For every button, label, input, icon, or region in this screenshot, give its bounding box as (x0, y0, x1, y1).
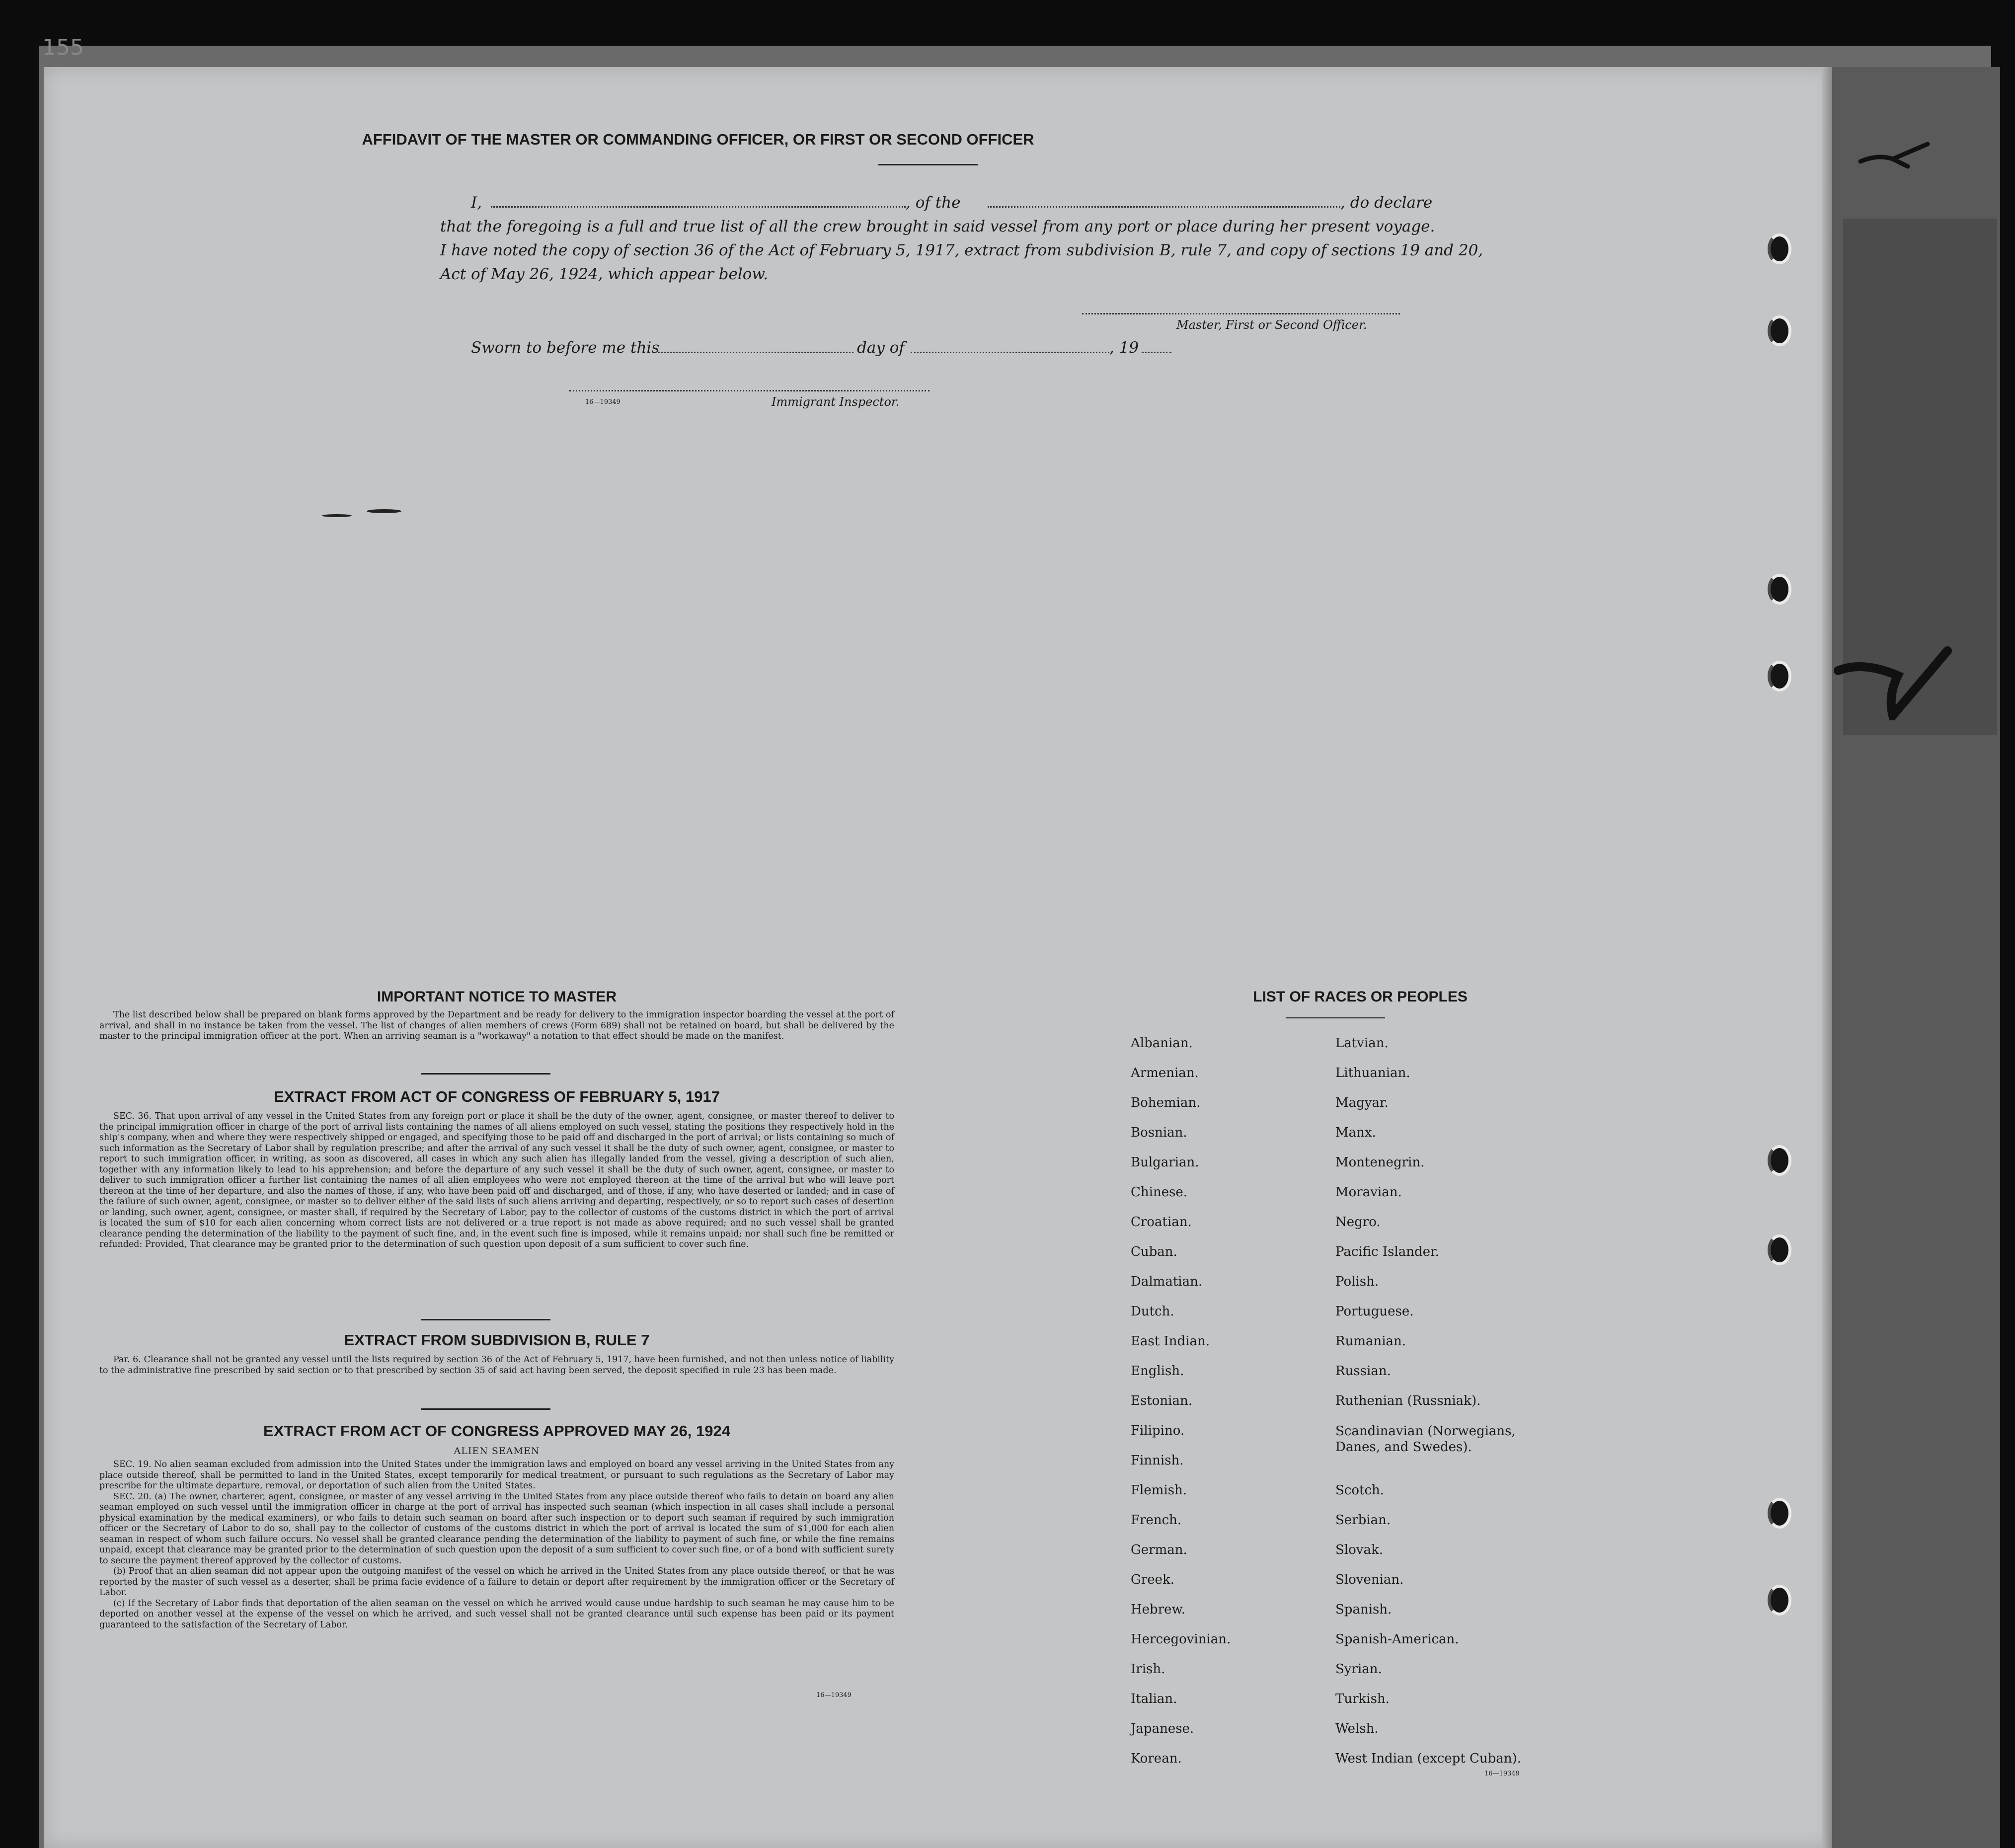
race-item: Spanish. (1335, 1602, 1392, 1617)
race-item: Cuban. (1131, 1244, 1177, 1259)
corner-mark: 155 (42, 35, 84, 60)
form-number-top: 16—19349 (585, 398, 620, 406)
race-item: Moravian. (1335, 1185, 1402, 1200)
binder-hole-icon (1768, 315, 1791, 346)
race-item: Welsh. (1335, 1721, 1379, 1736)
inspector-signature-line (569, 390, 930, 391)
affidavit-line-4: Act of May 26, 1924, which appear below. (440, 265, 769, 283)
day-of-label: day of (857, 339, 905, 357)
sworn-label: Sworn to before me this (471, 339, 660, 357)
race-item: Armenian. (1131, 1066, 1199, 1080)
sworn-year-blank (1142, 352, 1171, 353)
race-item: Flemish. (1131, 1483, 1187, 1498)
race-item: Scandinavian (Norwegians, Danes, and Swedes). (1335, 1424, 1516, 1455)
divider-rule (421, 1073, 550, 1075)
inspector-label: Immigrant Inspector. (772, 395, 900, 409)
ink-speck (367, 509, 401, 513)
divider-rule (421, 1319, 550, 1320)
subdivision-b-title: EXTRACT FROM SUBDIVISION B, RULE 7 (344, 1331, 650, 1349)
race-item: Negro. (1335, 1215, 1381, 1230)
race-item: Manx. (1335, 1125, 1376, 1140)
races-title-rule (1286, 1017, 1385, 1018)
affidavit-line-2: that the foregoing is a full and true list of all the crew brought in said vessel from any port or place during her present voyage. (440, 218, 1435, 235)
race-item: Rumanian. (1335, 1334, 1406, 1349)
extract-1924-text (99, 1460, 894, 1630)
master-signature-line (1082, 313, 1400, 314)
sec-20c-paragraph: (c) If the Secretary of Labor finds that deportation of the alien seaman on the vessel on which he arrived would cause undue hardship to such seaman he may cause him to be deported on another vessel at the expense of the vessel on which he arrived, and such vessel shall not be granted clearance until such expense has been paid or its payment guaranteed to the satisfaction of the Secretary of Labor. (99, 1598, 894, 1630)
race-item: Albanian. (1131, 1036, 1193, 1051)
form-number-bottom-left: 16—19349 (816, 1692, 852, 1699)
race-item: Slovak. (1335, 1542, 1383, 1557)
binder-hole-icon (1768, 1145, 1791, 1176)
title-rule (878, 164, 978, 165)
sec-20a-paragraph: SEC. 20. (a) The owner, charterer, agent, consignee, or master of any vessel arriving in the United States from any place outside thereof who fails to detain on board any alien seaman employed on such vessel until the immigration officer in charge at the port of arrival has inspected such seaman (which inspection in all cases shall include a personal physical examination by the medical examiners), or who fails to detain such seaman on board after such inspection or to deport such seaman if required by such immigration officer or the Secretary of Labor to do so, shall pay to the collector of customs of the customs district in which the port of arrival is located the sum of $1,000 for each alien seaman in respect of whom such failure occurs. No vessel shall be granted clearance pending the determination of the liability to payment of such fine, or while the fine remains unpaid, except that clearance may be granted prior to the determination of such question upon the deposit of a sum sufficient to cover such fine, or of a bond with sufficient surety to secure the payment thereof approved by the collector of customs. (99, 1491, 894, 1566)
race-item: Croatian. (1131, 1215, 1192, 1230)
sworn-month-blank (911, 352, 1109, 353)
race-item: Greek. (1131, 1572, 1174, 1587)
race-item: Estonian. (1131, 1393, 1192, 1408)
race-item: Bosnian. (1131, 1125, 1187, 1140)
race-item: Irish. (1131, 1662, 1165, 1677)
sworn-day-blank (655, 352, 853, 353)
sec-20b-paragraph: (b) Proof that an alien seaman did not appear upon the outgoing manifest of the vessel on which he arrived in the United States from any place outside thereof, or that he was reported by the master of such vessel as a deserter, shall be prima facie evidence of a failure to detain or deport after requirement by the immigration officer or the Secretary of Labor. (99, 1566, 894, 1598)
subdivision-b-text (99, 1355, 894, 1376)
race-item: Finnish. (1131, 1453, 1184, 1468)
race-item: Turkish. (1335, 1692, 1390, 1706)
race-item: Spanish-American. (1335, 1632, 1459, 1647)
race-item: West Indian (except Cuban). (1335, 1751, 1521, 1766)
race-item: Portuguese. (1335, 1304, 1414, 1319)
extract-1917-text (99, 1111, 894, 1250)
affidavit-line-3: I have noted the copy of section 36 of the Act of February 5, 1917, extract from subdivision B, rule 7, and copy of sections 19 and 20, (440, 241, 1483, 259)
race-item: Polish. (1335, 1274, 1379, 1289)
notice-paragraph: The list described below shall be prepared on blank forms approved by the Department and be ready for delivery to the immigration inspector boarding the vessel at the port of arrival, and shall in no instance be taken from the vessel. The list of changes of alien members of crews (Form 689) shall not be retained on board, but shall be delivered by the master to the principal immigration officer at the port. When an arriving seaman is a "workaway" a notation to that effect should be made on the manifest. (99, 1010, 894, 1041)
race-item: Lithuanian. (1335, 1066, 1410, 1080)
binder-hole-icon (1768, 1585, 1791, 1616)
vessel-blank (988, 206, 1340, 208)
race-item: Pacific Islander. (1335, 1244, 1439, 1259)
binder-hole-icon (1768, 661, 1791, 692)
race-item: Dutch. (1131, 1304, 1174, 1319)
race-item: Bulgarian. (1131, 1155, 1199, 1170)
pen-mark-checkmark-icon (1833, 641, 1952, 720)
master-signature-label: Master, First or Second Officer. (1176, 318, 1367, 332)
race-item: Japanese. (1131, 1721, 1194, 1736)
race-item: Magyar. (1335, 1095, 1389, 1110)
ink-speck (322, 514, 352, 517)
race-item: English. (1131, 1364, 1184, 1379)
race-item: Serbian. (1335, 1513, 1391, 1528)
alien-seamen-subtitle: ALIEN SEAMEN (454, 1446, 540, 1457)
sec-19-paragraph: SEC. 19. No alien seaman excluded from admission into the United States under the immigration laws and employed on board any vessel arriving in the United States from any place outside thereof, shall be permitted to land in the United States, except temporarily for medical treatment, or pursuant to such regulations as the Secretary of Labor may prescribe for the ultimate departure, removal, or deportation of such alien from the United States. (99, 1460, 894, 1491)
binder-hole-icon (1768, 1234, 1791, 1265)
race-item: French. (1131, 1513, 1182, 1528)
race-item: Chinese. (1131, 1185, 1188, 1200)
name-blank (491, 206, 906, 208)
section-36-paragraph: SEC. 36. That upon arrival of any vessel in the United States from any foreign port or place it shall be the duty of the owner, agent, consignee, or master thereof to deliver to the principal immigration officer in charge of the port of arrival lists containing the names of all aliens employed on such vessel, stating the positions they respectively hold in the ship's company, when and where they were respectively shipped or engaged, and specifying those to be paid off and discharged in the port of arrival; or lists containing so much of such information as the Secretary of Labor shall by regulation prescribe; and after the arrival of any such vessel it shall be the duty of such owner, agent, consignee, or master to report to such immigration officer, in writing, as soon as discovered, all cases in which any such alien has illegally landed from the vessel, giving a description of such alien, together with any information likely to lead to his apprehension; and before the departure of any such vessel it shall be the duty of such owner, agent, consignee, or master to deliver to such immigration officer a further list containing the names of all alien employees who were not employed thereon at the time of the arrival but who will leave port thereon at the time of her departure, and also the names of those, if any, who have been paid off and discharged, and of those, if any, who have deserted or landed; and in case of the failure of such owner, agent, consignee, or master so to deliver either of the said lists of such aliens arriving and departing, respectively, or so to report such cases of desertion or landing, such owner, agent, consignee, or master shall, if required by the Secretary of Labor, pay to the collector of customs of the customs district in which the port of arrival is located the sum of $10 for each alien concerning whom correct lists are not delivered or a true report is not made as above required; and no such vessel shall be granted clearance pending the determination of the liability to the payment of such fine, and, in the event such fine is imposed, while it remains unpaid; nor shall such fine be remitted or refunded: Provided, That clearance may be granted prior to the determination of such question upon deposit of a sum sufficient to cover such fine. (99, 1111, 894, 1249)
of-the-label: , of the (906, 194, 961, 212)
race-item: Bohemian. (1131, 1095, 1201, 1110)
affidavit-title: AFFIDAVIT OF THE MASTER OR COMMANDING OFFICER, OR FIRST OR SECOND OFFICER (362, 131, 1034, 148)
races-title: LIST OF RACES OR PEOPLES (1253, 989, 1468, 1005)
race-item: Scotch. (1335, 1483, 1385, 1498)
race-item: Italian. (1131, 1692, 1177, 1706)
race-item: Korean. (1131, 1751, 1182, 1766)
par-6-paragraph: Par. 6. Clearance shall not be granted any vessel until the lists required by section 36 of the Act of February 5, 1917, have been furnished, and not then unless notice of liability to the administrative fine prescribed by said section or to that prescribed by section 35 of said act having been served, the deposit specified in rule 23 has been made. (99, 1355, 894, 1376)
do-declare-label: , do declare (1340, 194, 1433, 212)
divider-rule (421, 1408, 550, 1410)
race-item: German. (1131, 1542, 1187, 1557)
notice-text (99, 1010, 894, 1042)
binder-hole-icon (1768, 1498, 1791, 1529)
race-item: Filipino. (1131, 1423, 1185, 1438)
race-item: Slovenian. (1335, 1572, 1404, 1587)
race-item: Ruthenian (Russniak). (1335, 1393, 1481, 1408)
pen-mark-top-icon (1858, 139, 1933, 179)
race-item: Montenegrin. (1335, 1155, 1425, 1170)
race-item: Dalmatian. (1131, 1274, 1203, 1289)
binder-hole-icon (1768, 574, 1791, 605)
race-item: Hercegovinian. (1131, 1632, 1231, 1647)
race-item: Latvian. (1335, 1036, 1389, 1051)
affidavit-i-label: I, (471, 194, 482, 212)
binder-hole-icon (1768, 233, 1791, 264)
extract-1917-title: EXTRACT FROM ACT OF CONGRESS OF FEBRUARY 5, 1917 (274, 1088, 720, 1105)
notice-title: IMPORTANT NOTICE TO MASTER (377, 989, 617, 1005)
extract-1924-title: EXTRACT FROM ACT OF CONGRESS APPROVED MAY 26, 1924 (263, 1422, 730, 1440)
race-item: East Indian. (1131, 1334, 1210, 1349)
race-item: Hebrew. (1131, 1602, 1185, 1617)
race-item: Russian. (1335, 1364, 1391, 1379)
year-label: , 19 (1109, 339, 1139, 357)
race-item: Syrian. (1335, 1662, 1382, 1677)
form-number-bottom-right: 16—19349 (1484, 1770, 1520, 1777)
document-page (44, 67, 1832, 1848)
